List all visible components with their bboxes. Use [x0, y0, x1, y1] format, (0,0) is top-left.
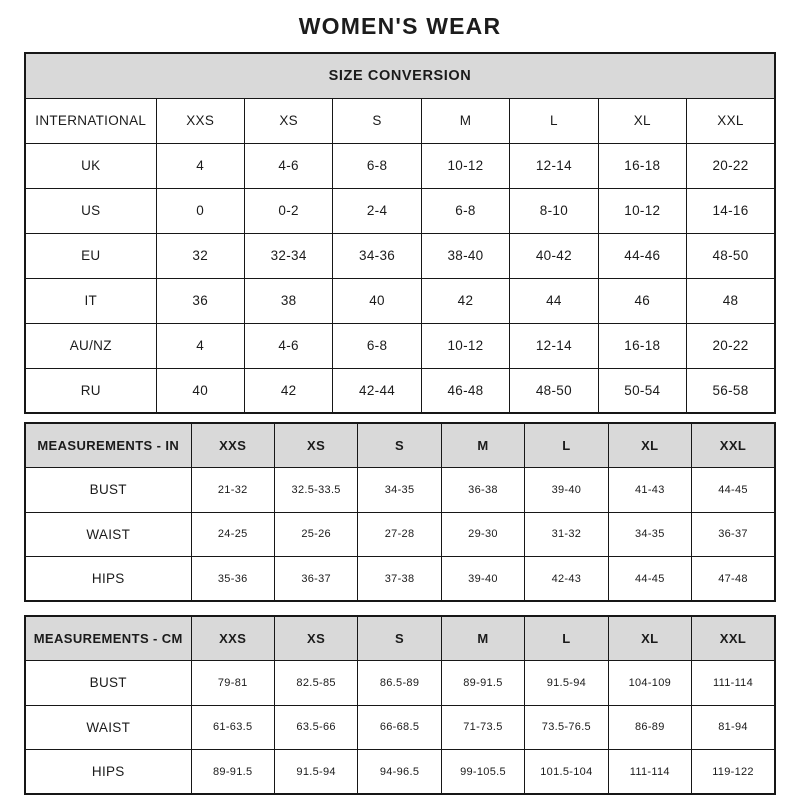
column-header: XL	[598, 98, 686, 143]
cell: 42	[244, 368, 332, 413]
column-header: XS	[244, 98, 332, 143]
cell: 4-6	[244, 143, 332, 188]
cell: 32	[156, 233, 244, 278]
cell: 39-40	[525, 468, 608, 513]
table-title: SIZE CONVERSION	[25, 53, 775, 98]
page-title: WOMEN'S WEAR	[298, 13, 502, 39]
cell: 40-42	[510, 233, 598, 278]
measurements-in-table	[24, 422, 776, 602]
column-header: XL	[608, 423, 691, 468]
cell: 10-12	[598, 188, 686, 233]
table-row	[25, 323, 775, 368]
table-row	[25, 368, 775, 413]
cell: 4	[156, 143, 244, 188]
row-label: UK	[25, 143, 156, 188]
row-label: IT	[25, 278, 156, 323]
cell: 29-30	[441, 512, 524, 557]
row-label: BUST	[25, 661, 191, 706]
column-header: L	[525, 616, 608, 661]
cell: 25-26	[274, 512, 357, 557]
cell: 16-18	[598, 143, 686, 188]
cell: 44-46	[598, 233, 686, 278]
cell: 111-114	[608, 750, 691, 795]
cell: 31-32	[525, 512, 608, 557]
table-row	[25, 233, 775, 278]
cell: 71-73.5	[441, 705, 524, 750]
cell: 12-14	[510, 323, 598, 368]
column-header: S	[358, 616, 441, 661]
cell: 38	[244, 278, 332, 323]
cell: 86.5-89	[358, 661, 441, 706]
cell: 21-32	[191, 468, 274, 513]
cell: 20-22	[687, 143, 775, 188]
row-label: RU	[25, 368, 156, 413]
cell: 36	[156, 278, 244, 323]
column-header: M	[441, 423, 524, 468]
cell: 42	[421, 278, 509, 323]
table-row	[25, 512, 775, 557]
cell: 91.5-94	[274, 750, 357, 795]
column-header: XXL	[687, 98, 775, 143]
cell: 99-105.5	[441, 750, 524, 795]
cell: 42-43	[525, 557, 608, 602]
cell: 40	[333, 278, 421, 323]
cell: 8-10	[510, 188, 598, 233]
cell: 2-4	[333, 188, 421, 233]
cell: 47-48	[692, 557, 775, 602]
cell: 32.5-33.5	[274, 468, 357, 513]
header-row	[25, 616, 775, 661]
table-row	[25, 705, 775, 750]
cell: 6-8	[333, 143, 421, 188]
cell: 27-28	[358, 512, 441, 557]
cell: 91.5-94	[525, 661, 608, 706]
cell: 63.5-66	[274, 705, 357, 750]
cell: 44	[510, 278, 598, 323]
cell: 0	[156, 188, 244, 233]
cell: 79-81	[191, 661, 274, 706]
cell: 34-35	[358, 468, 441, 513]
cell: 82.5-85	[274, 661, 357, 706]
row-label: HIPS	[25, 750, 191, 795]
table-row	[25, 661, 775, 706]
cell: 16-18	[598, 323, 686, 368]
cell: 32-34	[244, 233, 332, 278]
cell: 36-37	[692, 512, 775, 557]
column-header: M	[421, 98, 509, 143]
cell: 35-36	[191, 557, 274, 602]
cell: 38-40	[421, 233, 509, 278]
measurements-cm-table	[24, 615, 776, 795]
cell: 40	[156, 368, 244, 413]
cell: 12-14	[510, 143, 598, 188]
header-row	[25, 423, 775, 468]
cell: 6-8	[421, 188, 509, 233]
cell: 44-45	[608, 557, 691, 602]
cell: 48	[687, 278, 775, 323]
cell: 48-50	[510, 368, 598, 413]
row-label: US	[25, 188, 156, 233]
column-header: XS	[274, 423, 357, 468]
cell: 42-44	[333, 368, 421, 413]
cell: 36-37	[274, 557, 357, 602]
row-label: WAIST	[25, 705, 191, 750]
cell: 4-6	[244, 323, 332, 368]
cell: 44-45	[692, 468, 775, 513]
column-header: XXS	[156, 98, 244, 143]
row-label: WAIST	[25, 512, 191, 557]
column-header: XL	[608, 616, 691, 661]
row-label: HIPS	[25, 557, 191, 602]
column-header: S	[333, 98, 421, 143]
row-label: AU/NZ	[25, 323, 156, 368]
cell: 0-2	[244, 188, 332, 233]
cell: 14-16	[687, 188, 775, 233]
cell: 34-36	[333, 233, 421, 278]
cell: 48-50	[687, 233, 775, 278]
table-row	[25, 468, 775, 513]
row-label-header: MEASUREMENTS - IN	[25, 423, 191, 468]
cell: 46-48	[421, 368, 509, 413]
cell: 66-68.5	[358, 705, 441, 750]
header-row	[25, 98, 775, 143]
cell: 24-25	[191, 512, 274, 557]
column-header: XXL	[692, 423, 775, 468]
column-header: L	[525, 423, 608, 468]
cell: 41-43	[608, 468, 691, 513]
cell: 89-91.5	[191, 750, 274, 795]
cell: 104-109	[608, 661, 691, 706]
cell: 4	[156, 323, 244, 368]
column-header: M	[441, 616, 524, 661]
column-header: XS	[274, 616, 357, 661]
row-label-header: MEASUREMENTS - CM	[25, 616, 191, 661]
cell: 46	[598, 278, 686, 323]
cell: 61-63.5	[191, 705, 274, 750]
table-row	[25, 278, 775, 323]
cell: 111-114	[692, 661, 775, 706]
cell: 94-96.5	[358, 750, 441, 795]
row-label-header: INTERNATIONAL	[25, 98, 156, 143]
cell: 34-35	[608, 512, 691, 557]
table-row	[25, 750, 775, 795]
cell: 36-38	[441, 468, 524, 513]
size-conversion-table	[24, 52, 776, 414]
cell: 56-58	[687, 368, 775, 413]
row-label: BUST	[25, 468, 191, 513]
cell: 6-8	[333, 323, 421, 368]
column-header: S	[358, 423, 441, 468]
cell: 20-22	[687, 323, 775, 368]
cell: 37-38	[358, 557, 441, 602]
cell: 119-122	[692, 750, 775, 795]
cell: 50-54	[598, 368, 686, 413]
table-row	[25, 188, 775, 233]
cell: 73.5-76.5	[525, 705, 608, 750]
table-row	[25, 143, 775, 188]
column-header: XXS	[191, 423, 274, 468]
cell: 10-12	[421, 143, 509, 188]
cell: 10-12	[421, 323, 509, 368]
column-header: XXL	[692, 616, 775, 661]
cell: 101.5-104	[525, 750, 608, 795]
column-header: L	[510, 98, 598, 143]
column-header: XXS	[191, 616, 274, 661]
row-label: EU	[25, 233, 156, 278]
table-title-row	[25, 53, 775, 98]
cell: 39-40	[441, 557, 524, 602]
cell: 81-94	[692, 705, 775, 750]
table-row	[25, 557, 775, 602]
cell: 89-91.5	[441, 661, 524, 706]
cell: 86-89	[608, 705, 691, 750]
